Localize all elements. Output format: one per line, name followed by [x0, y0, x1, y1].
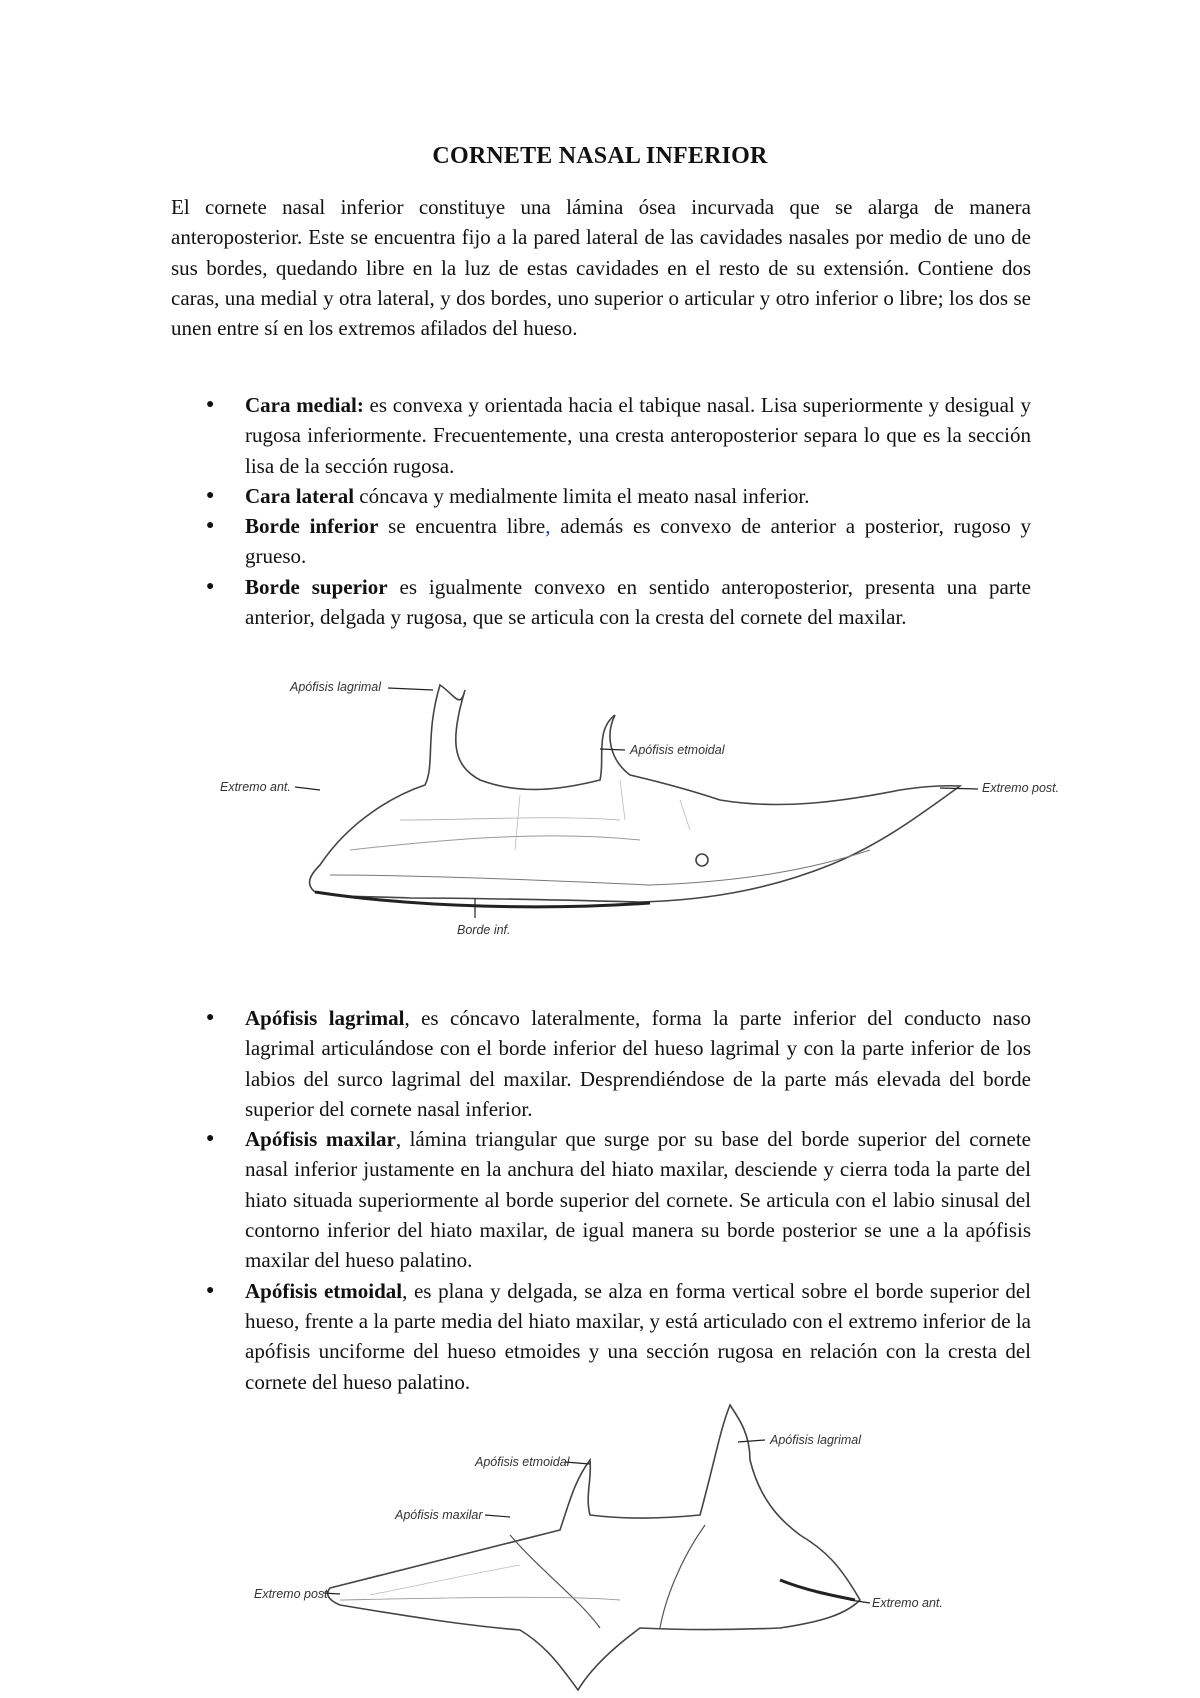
term-apofisis-etmoidal: Apófisis etmoidal — [245, 1278, 403, 1303]
term-borde-inferior: Borde inferior — [245, 514, 379, 539]
label-extremo-ant: Extremo ant. — [220, 780, 291, 794]
desc-cara-medial: es convexa y orientada hacia el tabique nasal. Lisa superiormente y desigual y rugosa inferiormente. Frecuentemente, una cresta anteroposterior separa lo que es la sección lisa de la sección rugosa. — [245, 393, 1031, 478]
faces-borders-list — [200, 390, 1031, 632]
list-item-cara-medial — [200, 390, 1031, 481]
desc-borde-inferior: se encuentra libre — [378, 514, 546, 539]
label-extremo-post: Extremo post. — [982, 781, 1060, 795]
term-apofisis-maxilar: Apófisis maxilar — [245, 1127, 396, 1152]
term-cara-medial: Cara medial: — [245, 393, 364, 417]
figure-lateral-view — [254, 1400, 1020, 1690]
desc-apofisis-lagrimal: , es cóncavo lateralmente, forma la parte inferior del conducto naso lagrimal articulándose con el borde inferior del hueso lagrimal y con la parte inferior de los labios del surco lagrimal del maxilar. Desprendiéndose de la parte más elevada del borde superior del cornete nasal inferior. — [245, 1006, 1031, 1121]
list-item-apofisis-etmoidal — [200, 1276, 1031, 1397]
list-item-apofisis-lagrimal — [200, 1003, 1031, 1124]
intro-paragraph: El cornete nasal inferior constituye una lámina ósea incurvada que se alarga de manera anteroposterior. Este se encuentra fijo a la pared lateral de las cavidades nasales por medio de uno de sus bordes, quedando libre en la luz de estas cavidades en el resto de su extensión. Contiene dos caras, una medial y otra lateral, y dos bordes, uno superior o articular y otro inferior o libre; los dos se unen entre sí en los extremos afilados del hueso. — [171, 195, 1031, 341]
label2-extremo-ant: Extremo ant. — [872, 1596, 943, 1610]
list-item-cara-lateral — [200, 481, 1031, 511]
list-item-borde-inferior — [200, 511, 1031, 572]
desc-apofisis-maxilar: , lámina triangular que surge por su base del borde superior del cornete nasal inferior justamente en la anchura del hiato maxilar, desciende y cierra toda la parte del hiato situada superiormente al borde superior del cornete. Se articula con el labio sinusal del contorno inferior del hiato maxilar, de igual manera su borde posterior se une a la apófisis maxilar del hueso palatino. — [245, 1127, 1031, 1273]
bone-illustration-medial — [310, 685, 960, 907]
label2-extremo-post: Extremo post. — [254, 1587, 332, 1601]
processes-list — [200, 1003, 1031, 1397]
label2-apofisis-etmoidal: Apófisis etmoidal — [475, 1455, 570, 1469]
leader-lines-fig1 — [295, 688, 978, 918]
label-borde-inf: Borde inf. — [457, 923, 511, 937]
list-item-borde-superior — [200, 572, 1031, 633]
label-apofisis-etmoidal: Apófisis etmoidal — [630, 743, 725, 757]
page-title: CORNETE NASAL INFERIOR — [432, 143, 768, 169]
term-borde-superior: Borde superior — [245, 574, 388, 599]
figure-medial-view — [220, 670, 1060, 970]
desc-borde-inferior-2: además es convexo de anterior a posterior, rugoso y grueso. — [245, 514, 1031, 569]
term-cara-lateral: Cara lateral — [245, 483, 355, 508]
desc-cara-lateral: cóncava y medialmente limita el meato nasal inferior. — [354, 483, 810, 508]
label2-apofisis-maxilar: Apófisis maxilar — [395, 1508, 483, 1522]
desc-borde-inferior-comma: , — [545, 514, 551, 539]
bone-illustration-lateral — [328, 1405, 860, 1690]
desc-apofisis-etmoidal: , es plana y delgada, se alza en forma vertical sobre el borde superior del hueso, frente a la parte media del hiato maxilar, y está articulado con el extremo inferior de la apófisis unciforme del hueso etmoides y una sección rugosa en relación con la cresta del cornete del hueso palatino. — [245, 1278, 1032, 1394]
label2-apofisis-lagrimal: Apófisis lagrimal — [770, 1433, 862, 1447]
label-apofisis-lagrimal: Apófisis lagrimal — [290, 680, 382, 694]
desc-borde-superior: es igualmente convexo en sentido anteroposterior, presenta una parte anterior, delgada y rugosa, que se articula con la cresta del cornete del maxilar. — [245, 574, 1032, 630]
list-item-apofisis-maxilar — [200, 1124, 1031, 1275]
term-apofisis-lagrimal: Apófisis lagrimal — [245, 1006, 405, 1030]
